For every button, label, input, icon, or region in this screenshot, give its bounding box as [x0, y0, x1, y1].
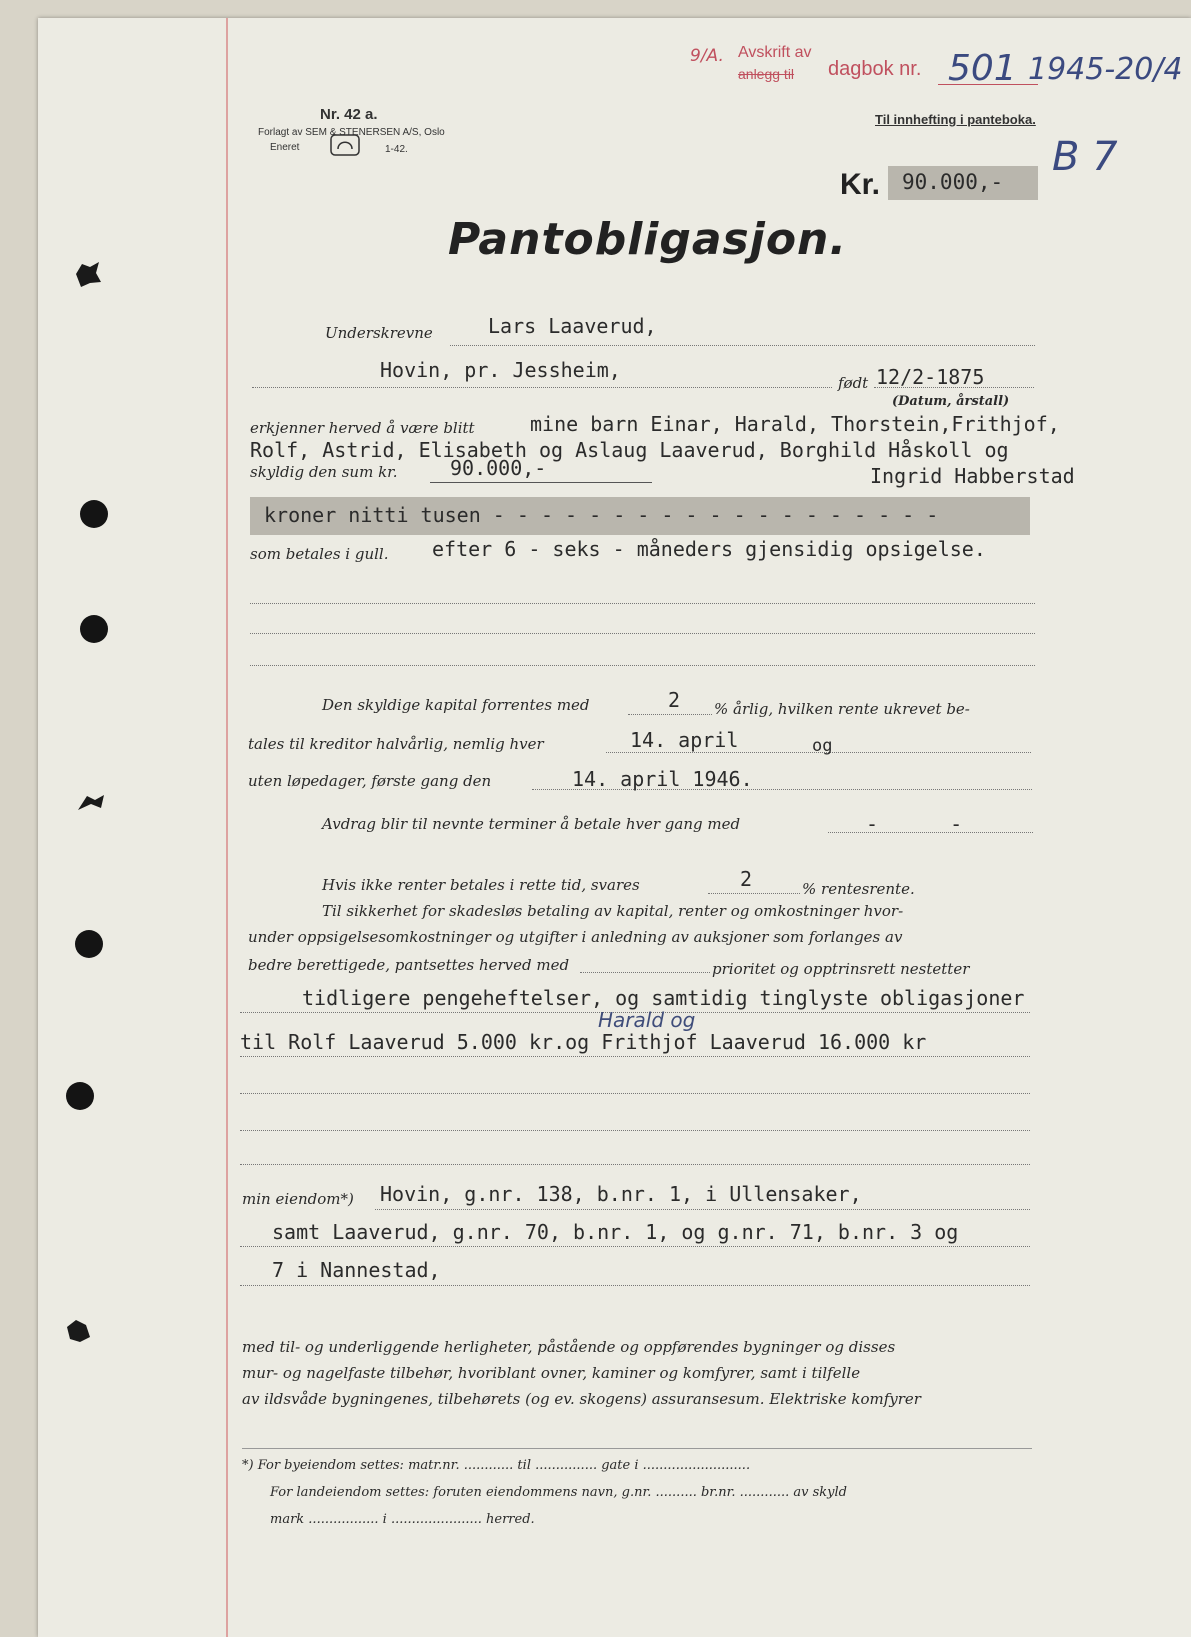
undersigned-label: Underskrevne: [325, 324, 433, 342]
kroner-words: kroner nitti tusen - - - - - - - - - - - - - - - - - - -: [264, 503, 939, 527]
security-line-3: bedre berettigede, pantsettes herved med: [248, 956, 570, 974]
punch-hole-icon: [80, 500, 108, 528]
appurtenances-line-3: av ildsvåde bygningenes, tilbehørets (og ev. skogens) assuransesum. Elektriske komfyrer: [242, 1390, 921, 1408]
appurtenances-line-2: mur- og nagelfaste tilbehør, hvoriblant ovner, kaminer og komfyrer, samt i tilfelle: [242, 1364, 861, 1382]
publisher-logo-icon: [330, 134, 360, 156]
date-hint: (Datum, årstall): [892, 394, 1010, 409]
dotted-line: [240, 1130, 1030, 1131]
dotted-line: [580, 972, 710, 973]
dotted-line: [375, 1209, 1030, 1210]
property-label: min eiendom*): [242, 1190, 354, 1208]
torn-hole-icon: [72, 258, 104, 290]
torn-hole-icon: [62, 1315, 94, 1347]
creditors-line-3: Ingrid Habberstad: [870, 464, 1075, 488]
form-publisher: Forlagt av SEM & STENERSEN A/S, Oslo: [258, 127, 445, 138]
first-payment-value: 14. april 1946.: [572, 767, 753, 791]
footnote-line-3: mark ................. i ...................... herred.: [270, 1512, 535, 1527]
punch-hole-icon: [66, 1082, 94, 1110]
dotted-line: [708, 893, 800, 894]
amount-prefix: Kr.: [840, 168, 881, 201]
dotted-line: [240, 1093, 1030, 1094]
prior-line-2: til Rolf Laaverud 5.000 kr.og Frithjof Laaverud 16.000 kr: [240, 1030, 927, 1054]
punch-hole-icon: [80, 615, 108, 643]
penalty-value: 2: [740, 867, 753, 891]
dotted-line: [240, 1246, 1030, 1247]
footnote-line-1: *) For byeiendom settes: matr.nr. ............ til ............... gate i ..........................: [242, 1458, 751, 1473]
installment-label: Avdrag blir til nevnte terminer å betale hver gang med: [322, 815, 741, 833]
acknowledge-label: erkjenner herved å være blitt: [250, 419, 475, 437]
halfyear-og: og: [812, 736, 833, 756]
dotted-line: [252, 387, 832, 388]
solid-line: [430, 482, 652, 483]
prior-insert: Harald og: [598, 1008, 696, 1032]
dotted-line: [250, 633, 1035, 634]
dotted-line: [240, 1285, 1030, 1286]
stamp-dagbok-label: dagbok nr.: [828, 58, 922, 80]
dotted-line: [240, 1164, 1030, 1165]
dotted-line: [240, 1056, 1030, 1057]
document-title: Pantobligasjon.: [448, 214, 848, 265]
first-payment-label: uten løpedager, første gang den: [248, 772, 492, 790]
form-rights: Eneret: [270, 142, 300, 153]
prior-line-1: tidligere pengeheftelser, og samtidig tinglyste obligasjoner: [302, 986, 1025, 1010]
interest-suffix: % årlig, hvilken rente ukrevet be-: [714, 700, 970, 718]
security-line-2: under oppsigelsesomkostninger og utgifter i anledning av auksjoner som forlanges av: [248, 928, 903, 946]
dotted-line: [628, 714, 712, 715]
stamp-prefix: 9/A.: [690, 46, 724, 66]
form-number: Nr. 42 a.: [320, 106, 378, 123]
interest-label: Den skyldige kapital forrentes med: [322, 696, 590, 714]
amount-value: 90.000,-: [902, 170, 1004, 194]
pay-label: som betales i gull.: [250, 545, 389, 563]
security-line-1: Til sikkerhet for skadesløs betaling av kapital, renter og omkostninger hvor-: [322, 902, 904, 920]
born-label: født: [838, 374, 869, 392]
born-value: 12/2-1875: [876, 365, 985, 389]
halfyear-value: 14. april: [630, 728, 739, 752]
stamp-annex-label: anlegg til: [738, 66, 795, 82]
form-date: 1-42.: [385, 144, 408, 155]
torn-hole-icon: [75, 790, 107, 822]
debtor-address: Hovin, pr. Jessheim,: [380, 358, 621, 382]
stamp-copy-label: Avskrift av: [738, 44, 812, 61]
owed-label: skyldig den sum kr.: [250, 463, 398, 481]
property-line-2: samt Laaverud, g.nr. 70, b.nr. 1, og g.nr. 71, b.nr. 3 og: [272, 1220, 959, 1244]
installment-value: - -: [866, 812, 993, 836]
dotted-line: [250, 665, 1035, 666]
halfyear-label: tales til kreditor halvårlig, nemlig hver: [248, 735, 544, 753]
dotted-line: [450, 345, 1035, 346]
creditors-line-1: mine barn Einar, Harald, Thorstein,Frithjof,: [530, 412, 1060, 436]
handwritten-code: B 7: [1052, 134, 1118, 180]
pay-terms: efter 6 - seks - måneders gjensidig opsigelse.: [432, 537, 986, 561]
footnote-line-2: For landeiendom settes: foruten eiendommens navn, g.nr. .......... br.nr. ............ av skyld: [270, 1485, 847, 1500]
penalty-suffix: % rentesrente.: [802, 880, 915, 898]
dagbok-year-date: 1945-20/4: [1028, 52, 1183, 87]
appurtenances-line-1: med til- og underliggende herligheter, påstående og oppførendes bygninger og disses: [242, 1338, 896, 1356]
owed-value: 90.000,-: [450, 456, 547, 480]
property-line-1: Hovin, g.nr. 138, b.nr. 1, i Ullensaker,: [380, 1182, 862, 1206]
penalty-label: Hvis ikke renter betales i rette tid, svares: [322, 876, 640, 894]
security-line-3b: prioritet og opptrinsrett nestetter: [712, 960, 970, 978]
dotted-line: [250, 603, 1035, 604]
binding-note: Til innhefting i panteboka.: [875, 112, 1036, 127]
interest-value: 2: [668, 688, 681, 712]
punch-hole-icon: [75, 930, 103, 958]
red-margin-line: [226, 18, 228, 1637]
dagbok-number: 501: [948, 48, 1017, 89]
undersigned-name: Lars Laaverud,: [488, 314, 657, 338]
footnote-divider: [242, 1448, 1032, 1449]
property-line-3: 7 i Nannestad,: [272, 1258, 441, 1282]
creditors-line-2: Rolf, Astrid, Elisabeth og Aslaug Laaverud, Borghild Håskoll og: [250, 438, 1009, 462]
